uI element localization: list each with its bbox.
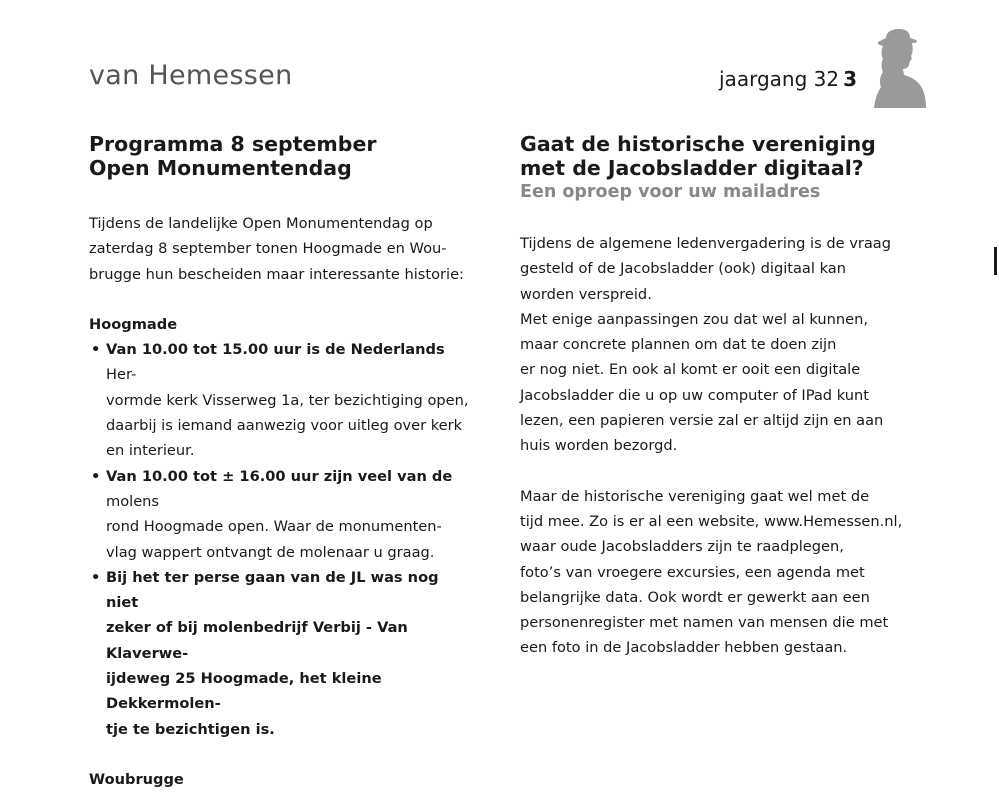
text-line: vormde kerk Visserweg 1a, ter bezichtiging open,: [106, 391, 469, 409]
article-subheading: Een oproep voor uw mailadres: [520, 182, 821, 202]
text-line: Jacobsladder die u op uw computer of IPad kunt: [520, 386, 869, 404]
left-column: [89, 132, 474, 792]
text-line: belangrijke data. Ook wordt er gewerkt aan een: [520, 588, 870, 606]
article-heading: [89, 132, 474, 180]
text-line: Maar de historische vereniging gaat wel met de: [520, 487, 870, 505]
bold-text: zeker of bij molenbedrijf Verbij - Van Klaverwe-: [106, 619, 408, 662]
text-line: rond Hoogmade open. Waar de monumenten-: [106, 518, 442, 536]
section-title-woubrugge: Woubrugge: [89, 770, 184, 788]
paragraph: [520, 231, 910, 459]
bold-text: Van 10.00 tot 15.00 uur is de Nederlands: [106, 341, 445, 359]
text-line: een foto in de Jacobsladder hebben gestaan.: [520, 639, 848, 657]
hoogmade-list: [89, 337, 474, 742]
heading-line: Gaat de historische vereniging: [520, 132, 876, 156]
list-item: [89, 565, 474, 742]
text-line: gesteld of de Jacobsladder (ook) digitaal kan: [520, 260, 846, 278]
list-item: [89, 337, 474, 463]
text-line: Tijdens de landelijke Open Monumentendag op: [89, 215, 433, 232]
text-line: maar concrete plannen om dat te doen zijn: [520, 336, 837, 354]
heading-line: Open Monumentendag: [89, 156, 352, 180]
text-line: daarbij is iemand aanwezig voor uitleg over kerk: [106, 417, 463, 435]
bold-text: Bij het ter perse gaan van de JL was nog niet: [106, 568, 439, 612]
bold-text: ijdeweg 25 Hoogmade, het kleine Dekkermolen-: [106, 670, 382, 713]
text-line: brugge hun bescheiden maar interessante historie:: [89, 265, 464, 283]
text-line: en interieur.: [106, 442, 195, 460]
page-number: 3: [843, 67, 857, 91]
article-heading: [520, 132, 910, 180]
text-line: tijd mee. Zo is er al een website, www.Hemessen.nl,: [520, 512, 903, 530]
text: molens: [106, 492, 160, 510]
bold-text: Van 10.00 tot ± 16.00 uur zijn veel van de: [106, 467, 453, 485]
text-line: lezen, een papieren versie zal er altijd zijn en aan: [520, 412, 884, 430]
text-line: vlag wappert ontvangt de molenaar u graag.: [106, 543, 435, 561]
heading-line: met de Jacobsladder digitaal?: [520, 156, 864, 180]
volume-label: jaargang 32: [719, 67, 840, 91]
text-line: waar oude Jacobsladders zijn te raadplegen,: [520, 538, 844, 556]
issue-label: [719, 67, 857, 91]
heading-line: Programma 8 september: [89, 132, 377, 156]
text-line: er nog niet. En ook al komt er ooit een digitale: [520, 361, 861, 379]
man-with-hat-silhouette-icon: [868, 24, 928, 108]
text-line: Met enige aanpassingen zou dat wel al kunnen,: [520, 310, 868, 328]
text-line: huis worden bezorgd.: [520, 437, 678, 455]
text-line: zaterdag 8 september tonen Hoogmade en Wou-: [89, 240, 447, 258]
section-title-hoogmade: Hoogmade: [89, 315, 178, 333]
magazine-title: van Hemessen: [89, 60, 293, 91]
list-item: [89, 464, 474, 565]
text-line: foto’s van vroegere excursies, een agenda met: [520, 563, 865, 581]
intro-paragraph: [89, 211, 474, 287]
text-line: worden verspreid.: [520, 285, 652, 303]
bold-text: tje te bezichtigen is.: [106, 720, 275, 738]
page-edge-mark: [994, 247, 997, 275]
text-line: personenregister met namen van mensen die met: [520, 614, 889, 632]
right-column: [520, 132, 910, 661]
text: Her-: [106, 366, 137, 384]
paragraph: [520, 484, 910, 661]
text-line: Tijdens de algemene ledenvergadering is de vraag: [520, 235, 891, 252]
